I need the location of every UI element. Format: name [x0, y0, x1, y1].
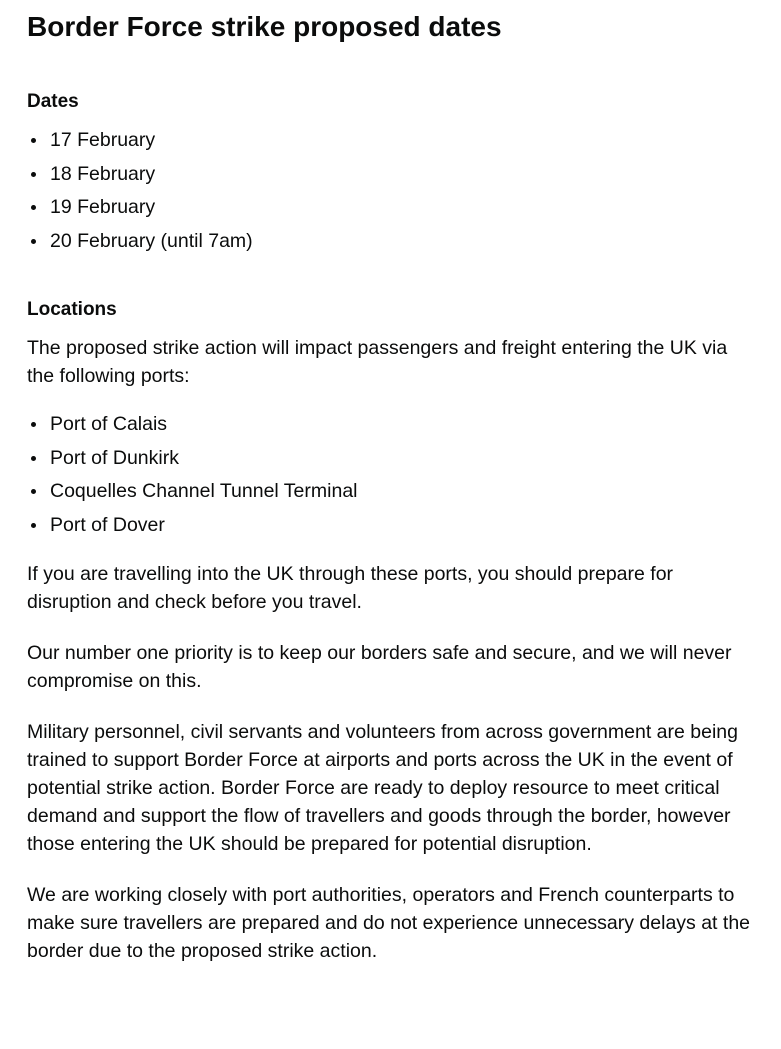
locations-intro: The proposed strike action will impact passengers and freight entering the UK via the following ports:	[27, 337, 728, 388]
date-item-text: 19 February	[50, 196, 156, 219]
bullet-icon	[31, 138, 36, 143]
page-title: Border Force strike proposed dates	[27, 11, 502, 42]
bullet-icon	[31, 456, 36, 461]
support-paragraph: Military personnel, civil servants and volunteers from across government are being trained to support Border Force at airports and ports across the UK in the event of potential strike action. Border Force are ready to deploy resource to meet critical demand and support the flow of travellers and goods through the border, however those entering the UK should be prepared for potential disruption.	[27, 721, 738, 856]
date-item-text: 20 February (until 7am)	[50, 230, 253, 253]
date-item-text: 17 February	[50, 129, 156, 151]
date-item	[27, 162, 754, 186]
dates-heading: Dates	[27, 91, 79, 112]
port-item-text: Port of Dover	[50, 514, 165, 537]
port-item	[27, 412, 754, 436]
bullet-icon	[31, 239, 36, 244]
bullet-icon	[31, 205, 36, 210]
dates-list	[27, 128, 754, 253]
port-item	[27, 446, 754, 470]
date-item	[27, 229, 754, 253]
priority-paragraph: Our number one priority is to keep our borders safe and secure, and we will never compromise on this.	[27, 642, 732, 693]
bullet-icon	[31, 422, 36, 427]
bullet-icon	[31, 489, 36, 494]
date-item	[27, 128, 754, 152]
port-item	[27, 513, 754, 537]
port-item	[27, 479, 754, 503]
port-item-text: Port of Dunkirk	[50, 446, 179, 469]
bullet-icon	[31, 172, 36, 177]
locations-heading: Locations	[27, 299, 117, 321]
date-item-text: 18 February	[50, 162, 156, 185]
bullet-icon	[31, 523, 36, 528]
travel-advice-paragraph: If you are travelling into the UK through these ports, you should prepare for disruption and check before you travel.	[27, 563, 674, 614]
date-item	[27, 195, 754, 219]
ports-list	[27, 412, 754, 537]
cooperation-paragraph: We are working closely with port authorities, operators and French counterparts to make sure travellers are prepared and do not experience unnecessary delays at the border due to the proposed strike action.	[27, 884, 751, 963]
port-item-text: Port of Calais	[50, 413, 168, 436]
port-item-text: Coquelles Channel Tunnel Terminal	[50, 480, 358, 503]
